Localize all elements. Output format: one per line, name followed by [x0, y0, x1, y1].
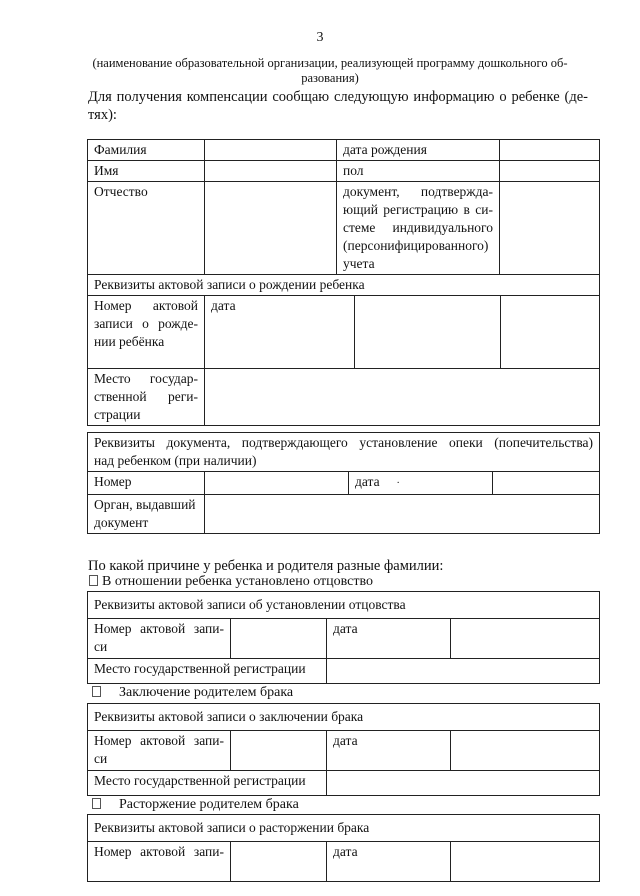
- reason-question: По какой причине у ребенка и родителя разные фамилии:: [88, 558, 444, 574]
- divorce-option[interactable]: [92, 797, 299, 813]
- guardianship-title-line-2: над ребенком (при наличии): [94, 453, 257, 468]
- divorce-date-label: дата: [327, 842, 451, 882]
- marriage-number-line-2: си: [94, 751, 108, 766]
- birth-record-date-label: дата: [205, 296, 354, 368]
- guardianship-issuer-field[interactable]: [205, 495, 600, 534]
- registration-doc-label: [337, 182, 500, 275]
- checkbox-icon[interactable]: [92, 798, 101, 809]
- birth-record-number-label: [88, 296, 205, 369]
- paternity-date-label: дата: [327, 619, 451, 659]
- patronymic-label: Отчество: [88, 182, 205, 275]
- number-line-1: Номер актовой: [94, 298, 198, 313]
- paternity-place-field[interactable]: [327, 659, 600, 684]
- guardianship-title: [88, 433, 600, 472]
- doc-line-4: (персонифицированного): [343, 238, 489, 253]
- paternity-number-field[interactable]: [231, 619, 327, 659]
- place-line-2: ственной реги-: [94, 389, 198, 404]
- sex-field[interactable]: [500, 161, 600, 182]
- divorce-option-label: Расторжение родителем брака: [119, 797, 299, 812]
- marriage-place-label: Место государственной регистрации: [88, 771, 327, 796]
- guardianship-title-line-1: Реквизиты документа, подтверждающего установление опеки (попечительства): [94, 435, 593, 450]
- divorce-number-line-1: Номер актовой запи-: [94, 844, 224, 859]
- marriage-option[interactable]: [92, 685, 293, 701]
- surname-field[interactable]: [205, 140, 337, 161]
- page-number: 3: [316, 30, 324, 45]
- org-caption-line-2: разования): [301, 71, 359, 85]
- paternity-option-label: В отношении ребенка установлено отцовство: [102, 574, 374, 589]
- divorce-number-field[interactable]: [231, 842, 327, 882]
- marriage-date-field[interactable]: [451, 731, 600, 771]
- issuer-line-1: Орган, выдавший: [94, 497, 196, 512]
- name-label: Имя: [88, 161, 205, 182]
- guardianship-issuer-label: [88, 495, 205, 534]
- place-line-3: страции: [94, 407, 141, 422]
- registration-doc-field[interactable]: [500, 182, 600, 275]
- marriage-option-label: Заключение родителем брака: [119, 685, 294, 700]
- birth-record-title: Реквизиты актовой записи о рождении ребенка: [88, 275, 600, 296]
- number-line-2: записи о рожде-: [94, 316, 198, 331]
- divorce-title: Реквизиты актовой записи о расторжении брака: [88, 815, 600, 842]
- guardianship-date-label: [349, 472, 493, 495]
- marriage-date-label: дата: [327, 731, 451, 771]
- birth-record-extra-field[interactable]: [500, 296, 600, 368]
- birth-date-field[interactable]: [500, 140, 600, 161]
- marriage-number-line-1: Номер актовой запи-: [94, 733, 224, 748]
- sex-label: пол: [337, 161, 500, 182]
- paternity-table: [87, 591, 600, 684]
- guardianship-number-field[interactable]: [205, 472, 349, 495]
- doc-line-1: документ, подтвержда-: [343, 184, 493, 199]
- name-field[interactable]: [205, 161, 337, 182]
- org-caption-line-1: (наименование образовательной организации, реализующей программу дошкольного об-: [92, 56, 568, 70]
- surname-label: Фамилия: [88, 140, 205, 161]
- checkbox-icon[interactable]: [89, 575, 98, 586]
- divorce-date-field[interactable]: [451, 842, 600, 882]
- patronymic-field[interactable]: [205, 182, 337, 275]
- intro-line-2: тях):: [88, 107, 117, 123]
- intro-line-1: Для получения компенсации сообщаю следующую информацию о ребенке (де-: [88, 89, 588, 105]
- birth-record-inner: [205, 296, 600, 368]
- doc-line-3: стеме индивидуального: [343, 220, 493, 235]
- number-line-3: нии ребёнка: [94, 334, 165, 349]
- paternity-number-line-1: Номер актовой запи-: [94, 621, 224, 636]
- paternity-place-label: Место государственной регистрации: [88, 659, 327, 684]
- birth-place-label: [88, 369, 205, 426]
- guardianship-number-label: Номер: [88, 472, 205, 495]
- marriage-number-label: [88, 731, 231, 771]
- guardianship-table: [87, 432, 600, 534]
- marriage-place-field[interactable]: [327, 771, 600, 796]
- checkbox-icon[interactable]: [92, 686, 101, 697]
- paternity-option[interactable]: [89, 574, 373, 590]
- intro-text: [88, 88, 588, 124]
- divorce-number-label: [88, 842, 231, 882]
- doc-line-5: учета: [343, 256, 375, 271]
- marriage-table: [87, 703, 600, 796]
- guardianship-date-field[interactable]: [493, 472, 600, 495]
- birth-place-field[interactable]: [205, 369, 600, 426]
- child-info-table: [87, 139, 600, 426]
- doc-line-2: ющий регистрацию в си-: [343, 202, 493, 217]
- guardianship-date-text: дата: [355, 474, 380, 489]
- birth-date-label: дата рождения: [337, 140, 500, 161]
- paternity-number-label: [88, 619, 231, 659]
- divorce-table: [87, 814, 600, 882]
- guardianship-date-mark: ·: [396, 478, 400, 489]
- place-line-1: Место государ-: [94, 371, 198, 386]
- marriage-number-field[interactable]: [231, 731, 327, 771]
- paternity-title: Реквизиты актовой записи об установлении отцовства: [88, 592, 600, 619]
- issuer-line-2: документ: [94, 515, 149, 530]
- paternity-number-line-2: си: [94, 639, 108, 654]
- organization-caption: [80, 56, 580, 86]
- paternity-date-field[interactable]: [451, 619, 600, 659]
- marriage-title: Реквизиты актовой записи о заключении брака: [88, 704, 600, 731]
- birth-record-details: [205, 296, 600, 369]
- birth-record-date-field[interactable]: [354, 296, 500, 368]
